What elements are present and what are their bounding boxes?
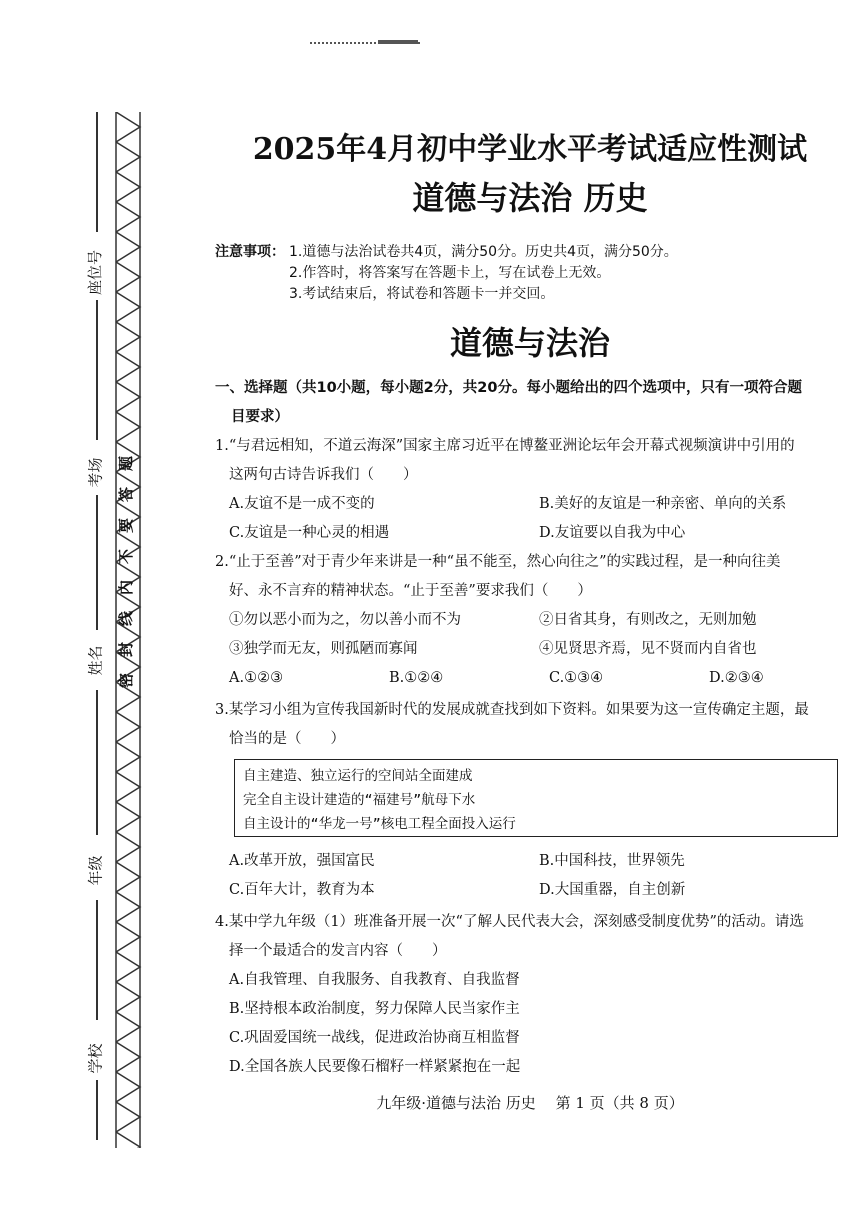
page-footer: 九年级·道德与法治 历史 第 1 页（共 8 页）: [376, 1094, 684, 1112]
margin-line: [96, 1080, 98, 1140]
notice-item: 2.作答时，将答案写在答题卡上，写在试卷上无效。: [289, 265, 611, 281]
option-b: B.中国科技，世界领先: [539, 853, 685, 869]
question-stem: 这两句古诗告诉我们（ ）: [229, 467, 418, 483]
statement-item: ②日省其身，有则改之，无则加勉: [539, 612, 757, 628]
section-title: 道德与法治: [449, 324, 610, 362]
option-d: D.全国各族人民要像石榴籽一样紧紧抱在一起: [229, 1059, 521, 1075]
material-box: [234, 759, 838, 837]
seal-line-notice: [116, 448, 138, 696]
question-1: [215, 432, 855, 548]
option-d: D.②③④: [709, 670, 764, 686]
question-3: [215, 696, 855, 754]
part1-heading-line: 一、选择题（共10小题，每小题2分，共20分。每小题给出的四个选项中，只有一项符合题: [215, 380, 802, 396]
margin-line: [96, 900, 98, 1020]
option-d: D.友谊要以自我为中心: [539, 525, 686, 541]
option-a: A.改革开放，强国富民: [229, 853, 375, 869]
option-a: A.自我管理、自我服务、自我教育、自我监督: [229, 972, 520, 988]
seal-char: 不: [117, 548, 136, 565]
margin-line: [96, 300, 98, 440]
statement-item: ④见贤思齐焉，见不贤而内自省也: [539, 641, 757, 657]
option-b: B.①②④: [389, 670, 444, 686]
question-4: [215, 908, 855, 1082]
material-line: 自主建造、独立运行的空间站全面建成: [243, 768, 473, 784]
notice-item: 3.考试结束后，将试卷和答题卡一并交回。: [289, 286, 555, 302]
margin-line: [96, 112, 98, 232]
notice-item: 1.道德与法治试卷共4页，满分50分。历史共4页，满分50分。: [289, 244, 678, 260]
material-line: 完全自主设计建造的“福建号”航母下水: [243, 792, 476, 808]
question-stem: 1.“与君远相知，不道云海深”国家主席习近平在博鳌亚洲论坛年会开幕式视频演讲中引用的: [215, 438, 795, 454]
exam-title: 2025年4月初中学业水平考试适应性测试: [252, 132, 808, 167]
grade-label: 年级: [86, 855, 105, 886]
question-stem: 恰当的是（ ）: [229, 731, 345, 747]
option-c: C.巩固爱国统一战线，促进政治协商互相监督: [229, 1030, 520, 1046]
seal-char: 要: [117, 517, 136, 534]
option-c: C.①③④: [549, 670, 604, 686]
statement-item: ③独学而无友，则孤陋而寡闻: [229, 641, 418, 657]
seal-char: 封: [117, 641, 136, 658]
scan-mark-dark: [378, 40, 418, 44]
material-line: 自主设计的“华龙一号”核电工程全面投入运行: [243, 816, 516, 832]
part1-heading: [215, 374, 855, 432]
name-label: 姓名: [86, 645, 105, 676]
exam-room-label: 考场: [86, 457, 105, 488]
notice-block: [215, 242, 678, 305]
seat-number-label: 座位号: [86, 249, 105, 296]
seal-char: 答: [117, 486, 136, 503]
option-d: D.大国重器，自主创新: [539, 882, 686, 898]
seal-char: 密: [117, 672, 136, 689]
question-3-options: [215, 847, 855, 905]
question-stem: 3.某学习小组为宣传我国新时代的发展成就查找到如下资料。如果要为这一宣传确定主题，最: [215, 702, 809, 718]
statement-item: ①勿以恶小而为之，勿以善小而不为: [229, 612, 461, 628]
margin-line: [96, 690, 98, 835]
question-stem: 好、永不言弃的精神状态。“止于至善”要求我们（ ）: [229, 583, 592, 599]
seal-char: 题: [117, 455, 136, 472]
seal-char: 线: [117, 610, 136, 627]
option-c: C.友谊是一种心灵的相遇: [229, 525, 390, 541]
school-label: 学校: [86, 1043, 105, 1074]
question-2: [215, 548, 855, 693]
seal-char: 内: [117, 579, 136, 596]
question-stem: 2.“止于至善”对于青少年来讲是一种“虽不能至，然心向往之”的实践过程，是一种向往美: [215, 554, 781, 570]
option-a: A.①②③: [229, 670, 284, 686]
margin-line: [96, 495, 98, 630]
question-stem: 4.某中学九年级（1）班准备开展一次“了解人民代表大会，深刻感受制度优势”的活动。请选: [215, 914, 804, 930]
option-c: C.百年大计，教育为本: [229, 882, 375, 898]
option-b: B.坚持根本政治制度，努力保障人民当家作主: [229, 1001, 520, 1017]
notice-lead: 注意事项：: [215, 244, 285, 260]
exam-subtitle: 道德与法治 历史: [412, 179, 648, 217]
part1-heading-line: 目要求）: [231, 409, 289, 425]
question-stem: 择一个最适合的发言内容（ ）: [229, 943, 447, 959]
option-a: A.友谊不是一成不变的: [229, 496, 375, 512]
option-b: B.美好的友谊是一种亲密、单向的关系: [539, 496, 787, 512]
